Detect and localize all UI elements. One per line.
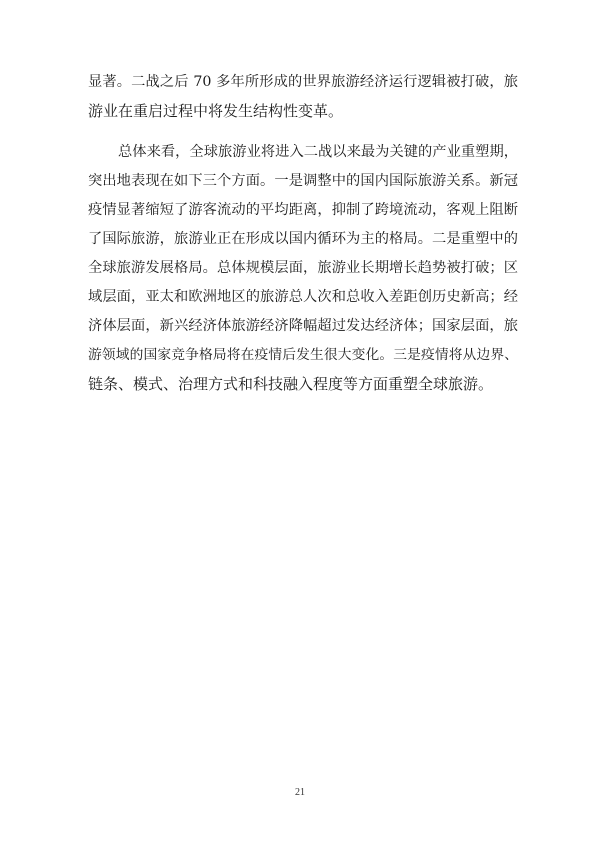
paragraph-line: 突出地表现在如下三个方面。一是调整中的国内国际旅游关系。新冠 (88, 173, 518, 189)
paragraph-line: 总体来看，全球旅游业将进入二战以来最为关键的产业重塑期， (118, 144, 518, 160)
paragraph-line: 游领域的国家竞争格局将在疫情后发生很大变化。三是疫情将从边界、 (88, 347, 518, 363)
paragraph-line: 全球旅游发展格局。总体规模层面，旅游业长期增长趋势被打破；区 (88, 260, 518, 276)
paragraph-line: 济体层面，新兴经济体旅游经济降幅超过发达经济体；国家层面，旅 (88, 318, 518, 334)
paragraph-line: 链条、模式、治理方式和科技融入程度等方面重塑全球旅游。 (88, 375, 494, 393)
page-number: 21 (295, 787, 305, 798)
paragraph-line: 域层面，亚太和欧洲地区的旅游总人次和总收入差距创历史新高；经 (88, 289, 518, 305)
paragraph-line: 了国际旅游，旅游业正在形成以国内循环为主的格局。二是重塑中的 (88, 231, 518, 247)
paragraph-1 (88, 68, 518, 126)
paragraph-line: 游业在重启过程中将发生结构性变革。 (88, 102, 344, 120)
paragraph-line: 疫情显著缩短了游客流动的平均距离，抑制了跨境流动，客观上阻断 (88, 202, 518, 218)
paragraph-2 (88, 138, 518, 399)
paragraph-line: 显著。二战之后 70 多年所形成的世界旅游经济运行逻辑被打破，旅 (88, 74, 518, 90)
